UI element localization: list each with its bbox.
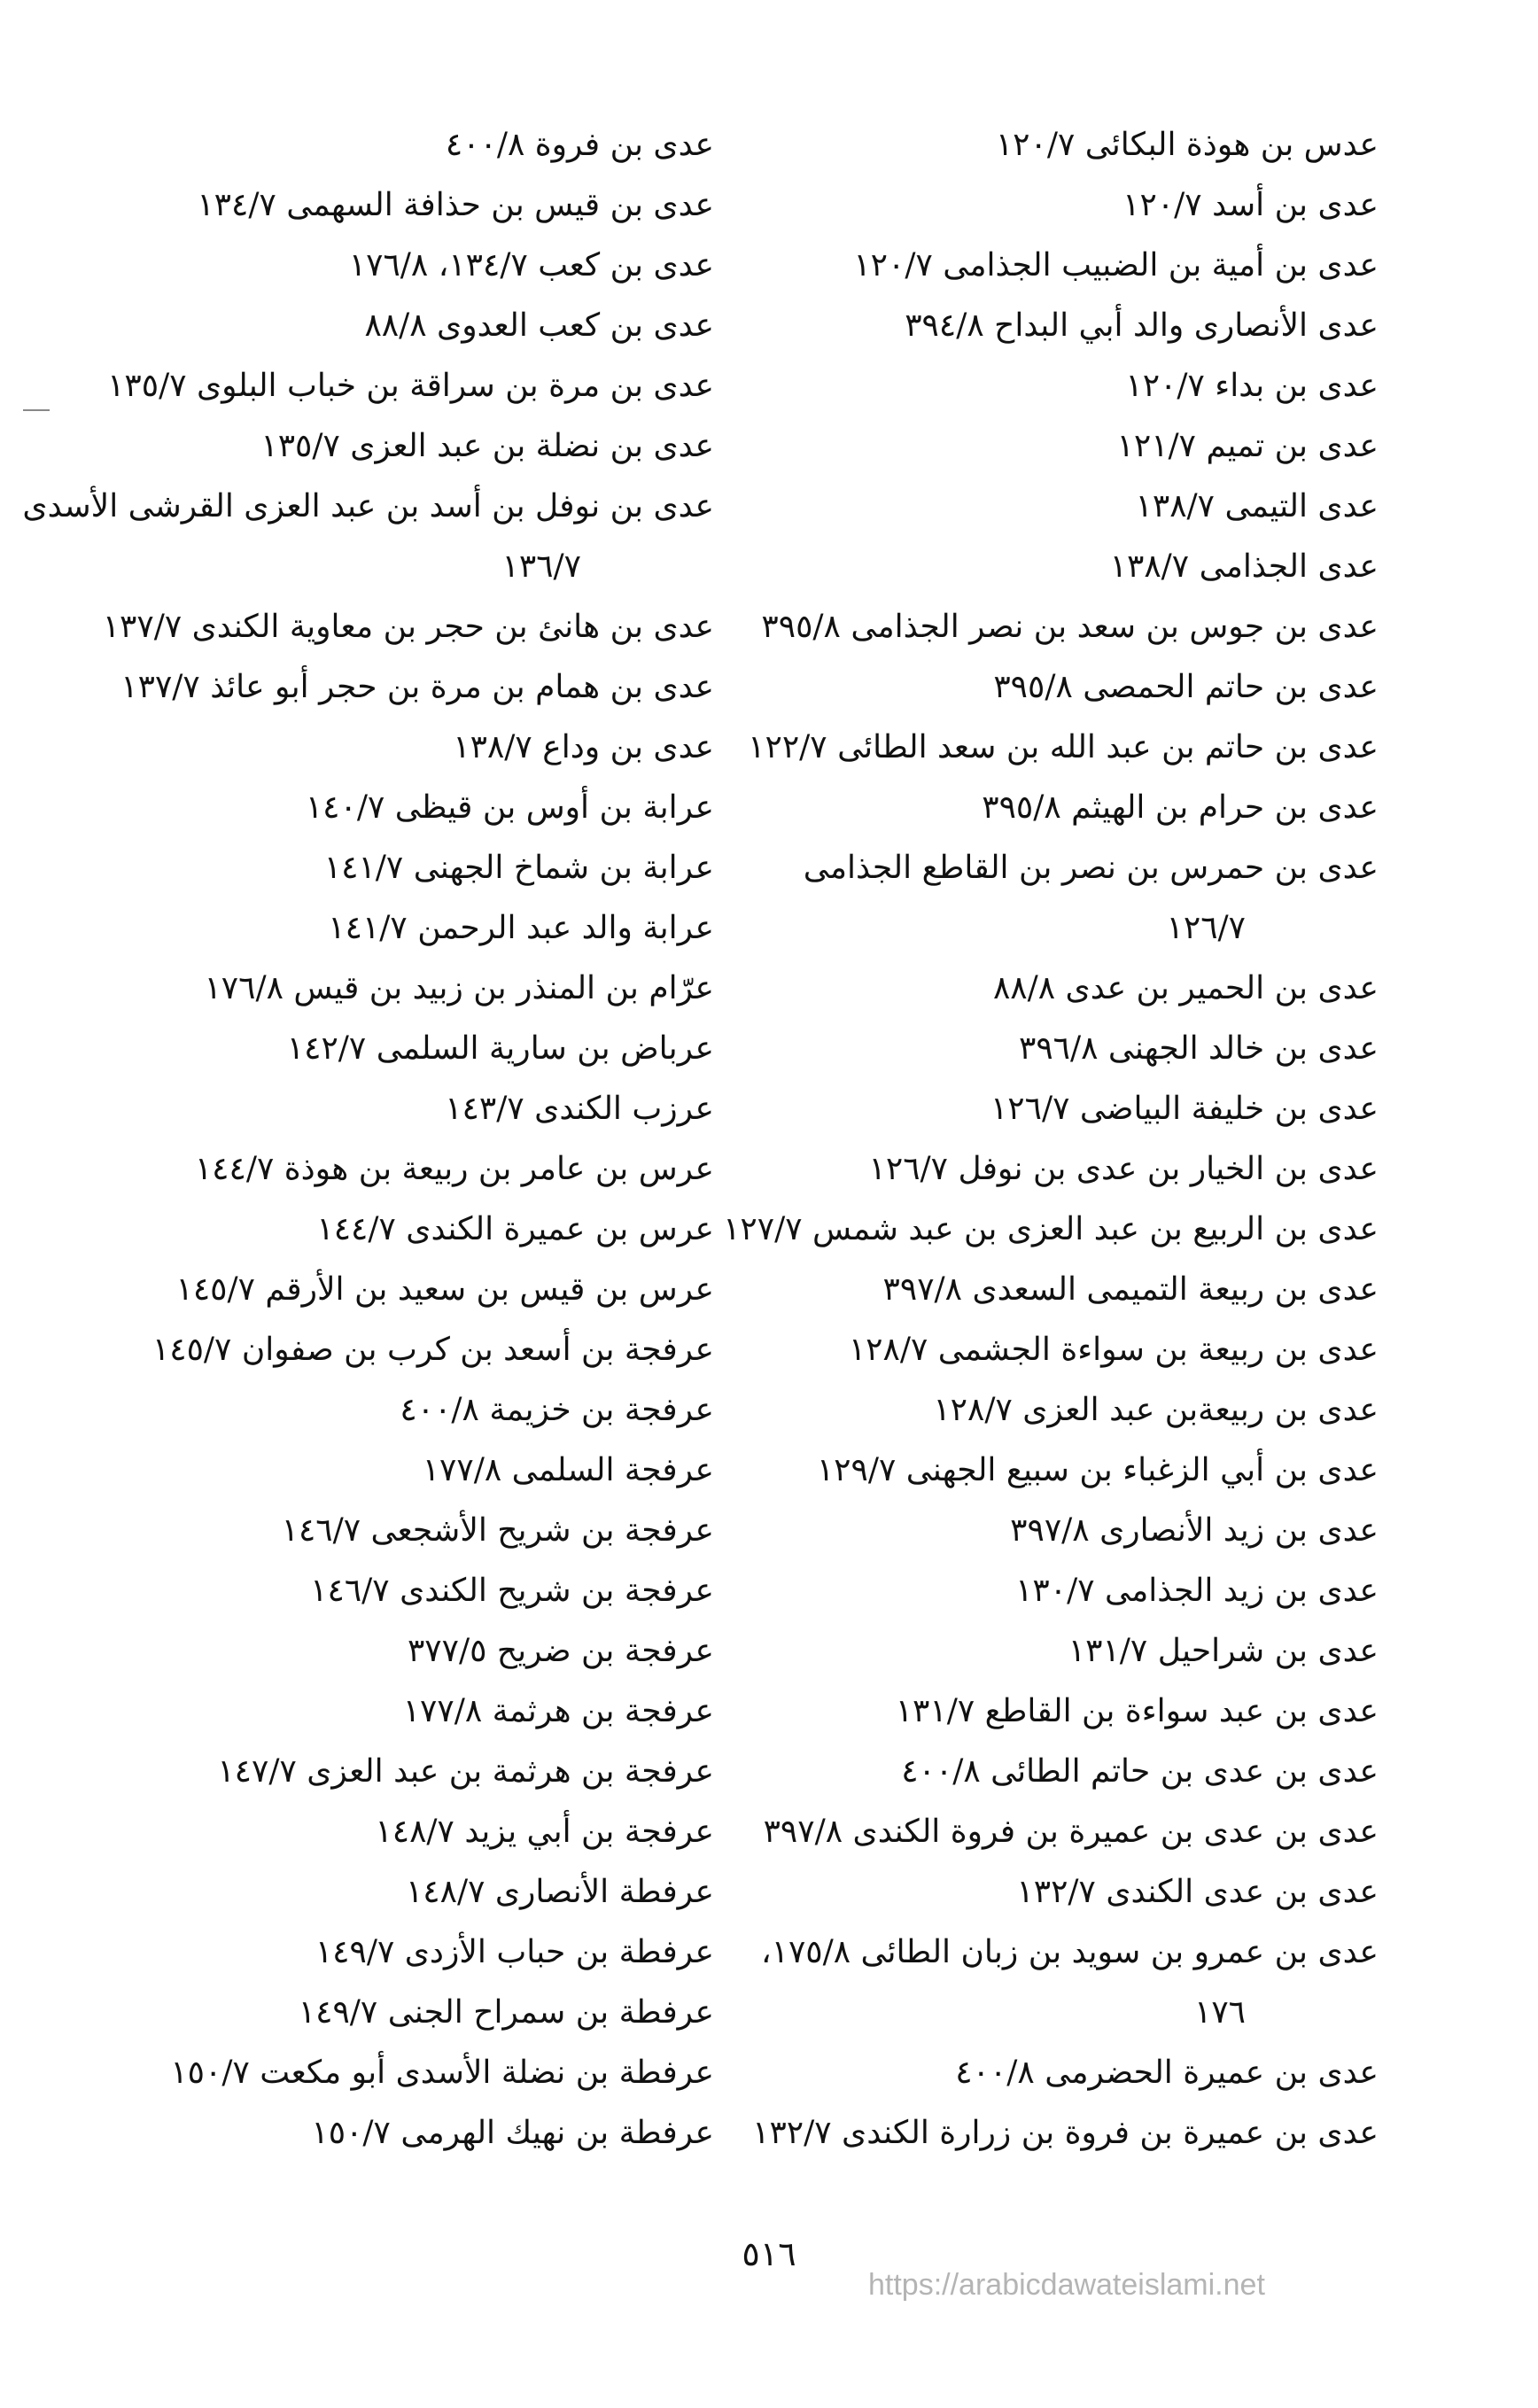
- index-entry: عدى بن عميرة بن فروة بن زرارة الكندى ١٣٢/٧: [752, 2115, 1379, 2151]
- index-entry: عدى بن هانئ بن حجر بن معاوية الكندى ١٣٧/٧: [102, 609, 714, 645]
- index-entry: عدى بن فروة ٤٠٠/٨: [445, 127, 714, 163]
- index-entry: عدى بن جوس بن سعد بن نصر الجذامى ٣٩٥/٨: [761, 609, 1379, 645]
- index-entry: عدى بن ربيعةبن عبد العزى ١٢٨/٧: [933, 1392, 1379, 1428]
- index-entry: عدى بن تميم ١٢١/٧: [1116, 428, 1379, 464]
- index-entry: عرفطة بن نهيك الهرمى ١٥٠/٧: [311, 2115, 714, 2151]
- index-entry: عدى بن حمرس بن نصر بن القاطع الجذامى: [803, 850, 1379, 886]
- index-entry: عدى بن همام بن مرة بن حجر أبو عائذ ١٣٧/٧: [120, 669, 714, 705]
- index-entry: عرس بن عامر بن ربيعة بن هوذة ١٤٤/٧: [194, 1151, 714, 1187]
- index-entry: عدى بن عدى بن عميرة بن فروة الكندى ٣٩٧/٨: [763, 1814, 1379, 1850]
- index-entry: عرابة والد عبد الرحمن ١٤١/٧: [328, 910, 714, 946]
- index-column-right: [723, 115, 1379, 2163]
- index-entry: عدى بن بداء ١٢٠/٧: [1125, 368, 1379, 404]
- index-entry: عرباض بن سارية السلمى ١٤٢/٧: [286, 1030, 714, 1067]
- index-entry: عدى بن كعب العدوى ٨٨/٨: [364, 307, 714, 344]
- index-entry: عدى الجذامى ١٣٨/٧: [1109, 548, 1379, 585]
- index-entry: عدى التيمى ١٣٨/٧: [1135, 488, 1379, 524]
- index-entry: عرّام بن المنذر بن زبيد بن قيس ١٧٦/٨: [204, 970, 714, 1006]
- index-entry: عدى بن خليفة البياضى ١٢٦/٧: [990, 1091, 1379, 1127]
- index-entry: عرس بن عميرة الكندى ١٤٤/٧: [316, 1211, 714, 1247]
- index-entry: عدى بن وداع ١٣٨/٧: [453, 729, 714, 765]
- index-entry: عدى بن نوفل بن أسد بن عبد العزى القرشى الأسدى: [22, 488, 714, 524]
- index-entry: عدى بن أبي الزغباء بن سبيع الجهنى ١٢٩/٧: [816, 1452, 1379, 1488]
- watermark-url: https://arabicdawateislami.net: [868, 2268, 1265, 2302]
- index-entry: عرس بن قيس بن سعيد بن الأرقم ١٤٥/٧: [175, 1271, 714, 1308]
- index-entry: عدى بن حاتم الحمصى ٣٩٥/٨: [993, 669, 1379, 705]
- index-entry: عدى بن الخيار بن عدى بن نوفل ١٢٦/٧: [868, 1151, 1379, 1187]
- index-entry: عدى بن زيد الجذامى ١٣٠/٧: [1015, 1573, 1379, 1609]
- index-entry: عدى بن ربيعة التميمى السعدى ٣٩٧/٨: [882, 1271, 1379, 1308]
- index-entry: عرابة بن أوس بن قيظى ١٤٠/٧: [305, 789, 714, 826]
- index-entry: عدى بن شراحيل ١٣١/٧: [1068, 1633, 1379, 1669]
- index-entry: عدى بن الحمير بن عدى ٨٨/٨: [992, 970, 1379, 1006]
- index-entry: عدى بن كعب ١٣٤/٧، ١٧٦/٨: [348, 247, 714, 284]
- index-entry: عدى بن زيد الأنصارى ٣٩٧/٨: [1010, 1512, 1379, 1549]
- index-entry: عرفطة بن حباب الأزدى ١٤٩/٧: [315, 1934, 714, 1970]
- index-entry: عدى بن ربيعة بن سواءة الجشمى ١٢٨/٧: [848, 1332, 1379, 1368]
- page-number: ٥١٦: [742, 2234, 796, 2273]
- index-entry: عدى بن حاتم بن عبد الله بن سعد الطائى ١٢٢/٧: [748, 729, 1379, 765]
- index-entry: عرفطة بن سمراح الجنى ١٤٩/٧: [298, 1994, 714, 2031]
- index-entry: عدى الأنصارى والد أبي البداح ٣٩٤/٨: [905, 307, 1379, 344]
- index-entry: عرفجة السلمى ١٧٧/٨: [422, 1452, 714, 1488]
- index-entry: عدى بن عدى بن حاتم الطائى ٤٠٠/٨: [901, 1753, 1379, 1790]
- index-entry: عرفجة بن أبي يزيد ١٤٨/٧: [375, 1814, 714, 1850]
- index-column-left: [22, 115, 714, 2163]
- index-entry: عرفجة بن خزيمة ٤٠٠/٨: [400, 1392, 714, 1428]
- index-entry-continuation: ١٧٦: [1193, 1994, 1246, 2031]
- index-entry: عرفجة بن شريح الأشجعى ١٤٦/٧: [281, 1512, 714, 1549]
- index-entry: عدى بن عبد سواءة بن القاطع ١٣١/٧: [895, 1693, 1379, 1729]
- index-entry: عدى بن قيس بن حذافة السهمى ١٣٤/٧: [197, 187, 714, 223]
- index-entry: عرفجة بن هرثمة بن عبد العزى ١٤٧/٧: [217, 1753, 714, 1790]
- index-entry: عدس بن هوذة البكائى ١٢٠/٧: [995, 127, 1379, 163]
- index-entry: عرفطة الأنصارى ١٤٨/٧: [405, 1874, 714, 1910]
- index-entry: عدى بن حرام بن الهيثم ٣٩٥/٨: [982, 789, 1379, 826]
- index-entry: عرزب الكندى ١٤٣/٧: [445, 1091, 714, 1127]
- index-entry: عرابة بن شماخ الجهنى ١٤١/٧: [323, 850, 714, 886]
- index-entry-continuation: ١٣٦/٧: [501, 548, 581, 585]
- index-entry: عدى بن الربيع بن عبد العزى بن عبد شمس ١٢٧/٧: [723, 1211, 1379, 1247]
- index-entry: عدى بن خالد الجهنى ٣٩٦/٨: [1019, 1030, 1379, 1067]
- index-entry: عدى بن عدى الكندى ١٣٢/٧: [1016, 1874, 1379, 1910]
- index-entry: عرفطة بن نضلة الأسدى أبو مكعت ١٥٠/٧: [170, 2055, 714, 2091]
- index-entry: عرفجة بن أسعد بن كرب بن صفوان ١٤٥/٧: [151, 1332, 714, 1368]
- index-entry: عدى بن أسد ١٢٠/٧: [1122, 187, 1379, 223]
- index-entry: عدى بن مرة بن سراقة بن خباب البلوى ١٣٥/٧: [107, 368, 714, 404]
- index-entry: عدى بن نضلة بن عبد العزى ١٣٥/٧: [260, 428, 714, 464]
- index-entry: عرفجة بن شريح الكندى ١٤٦/٧: [310, 1573, 714, 1609]
- index-entry: عدى بن أمية بن الضبيب الجذامى ١٢٠/٧: [853, 247, 1379, 284]
- scan-mark: [23, 409, 50, 411]
- index-entry: عدى بن عميرة الحضرمى ٤٠٠/٨: [955, 2055, 1379, 2091]
- index-entry-continuation: ١٢٦/٧: [1166, 910, 1246, 946]
- index-entry: عرفجة بن ضريح ٣٧٧/٥: [407, 1633, 714, 1669]
- index-entry: عرفجة بن هرثمة ١٧٧/٨: [402, 1693, 714, 1729]
- index-entry: عدى بن عمرو بن سويد بن زبان الطائى ١٧٥/٨،: [760, 1934, 1379, 1970]
